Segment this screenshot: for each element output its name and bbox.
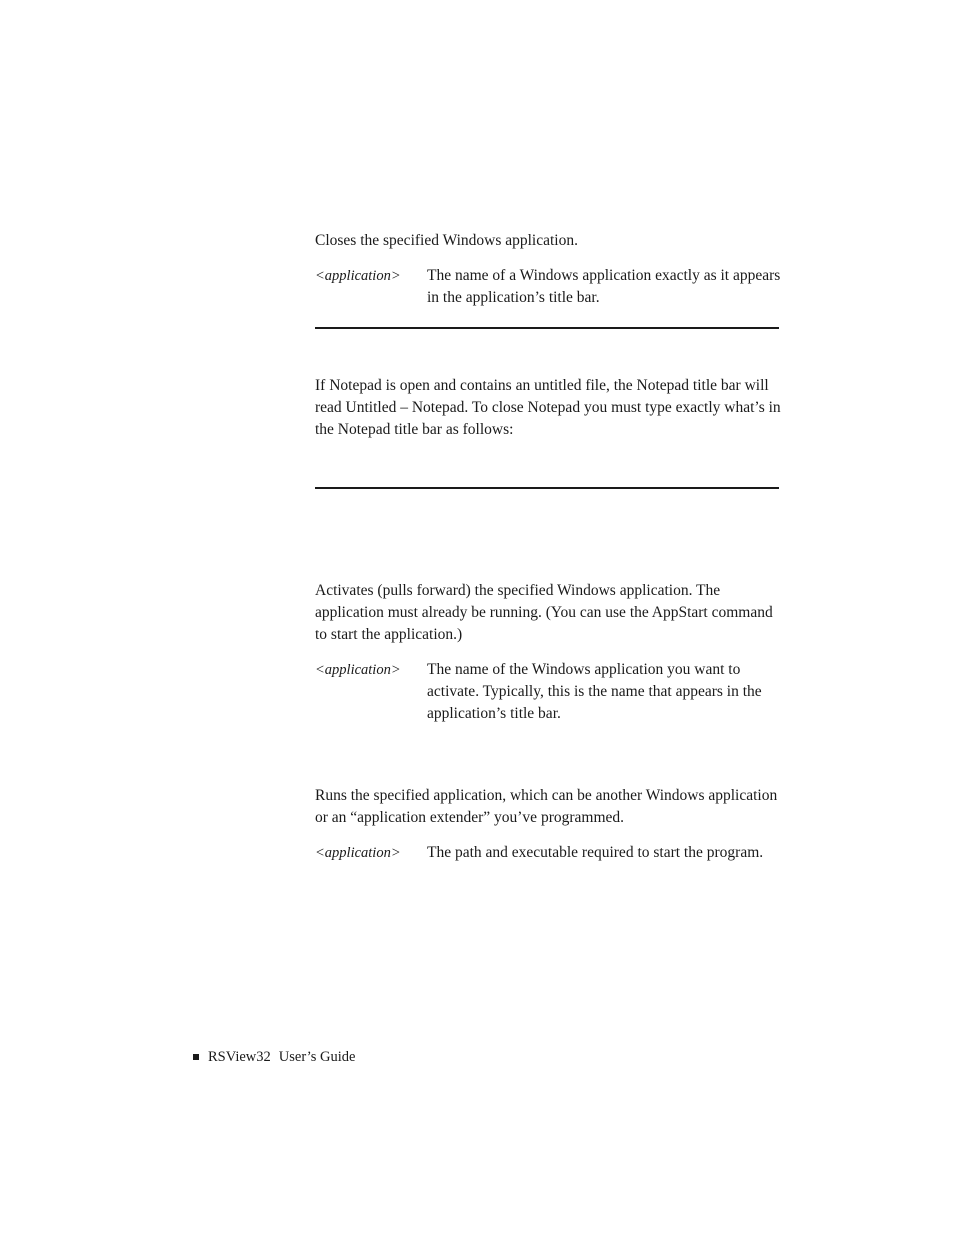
close-param-desc: The name of a Windows application exactly as it appears in the application’s title bar. (427, 267, 781, 306)
divider-bottom (315, 487, 779, 489)
page-footer (193, 1047, 355, 1067)
close-param-name: <application> (315, 268, 401, 284)
activate-param-desc: The name of the Windows application you want to activate. Typically, this is the name that appears in the application’s title bar. (427, 661, 762, 722)
footer-bullet-icon (193, 1054, 199, 1060)
start-param-name: <application> (315, 845, 401, 861)
example-text: If Notepad is open and contains an untitled file, the Notepad title bar will read Untitled – Notepad. To close Notepad you must type exactly what’s in the Notepad title bar as follows: (315, 377, 781, 438)
footer-product: RSView32 (208, 1049, 271, 1065)
start-description: Runs the specified application, which can be another Windows application or an “application extender” you’ve programmed. (315, 787, 778, 826)
start-param-desc: The path and executable required to start the program. (427, 844, 764, 861)
divider-top (315, 327, 779, 329)
activate-param-name: <application> (315, 662, 401, 678)
footer-guide: User’s Guide (278, 1049, 356, 1065)
activate-description: Activates (pulls forward) the specified Windows application. The application must already be running. (You can use the AppStart command to start the application.) (315, 582, 773, 643)
close-description: Closes the specified Windows application. (315, 232, 578, 249)
